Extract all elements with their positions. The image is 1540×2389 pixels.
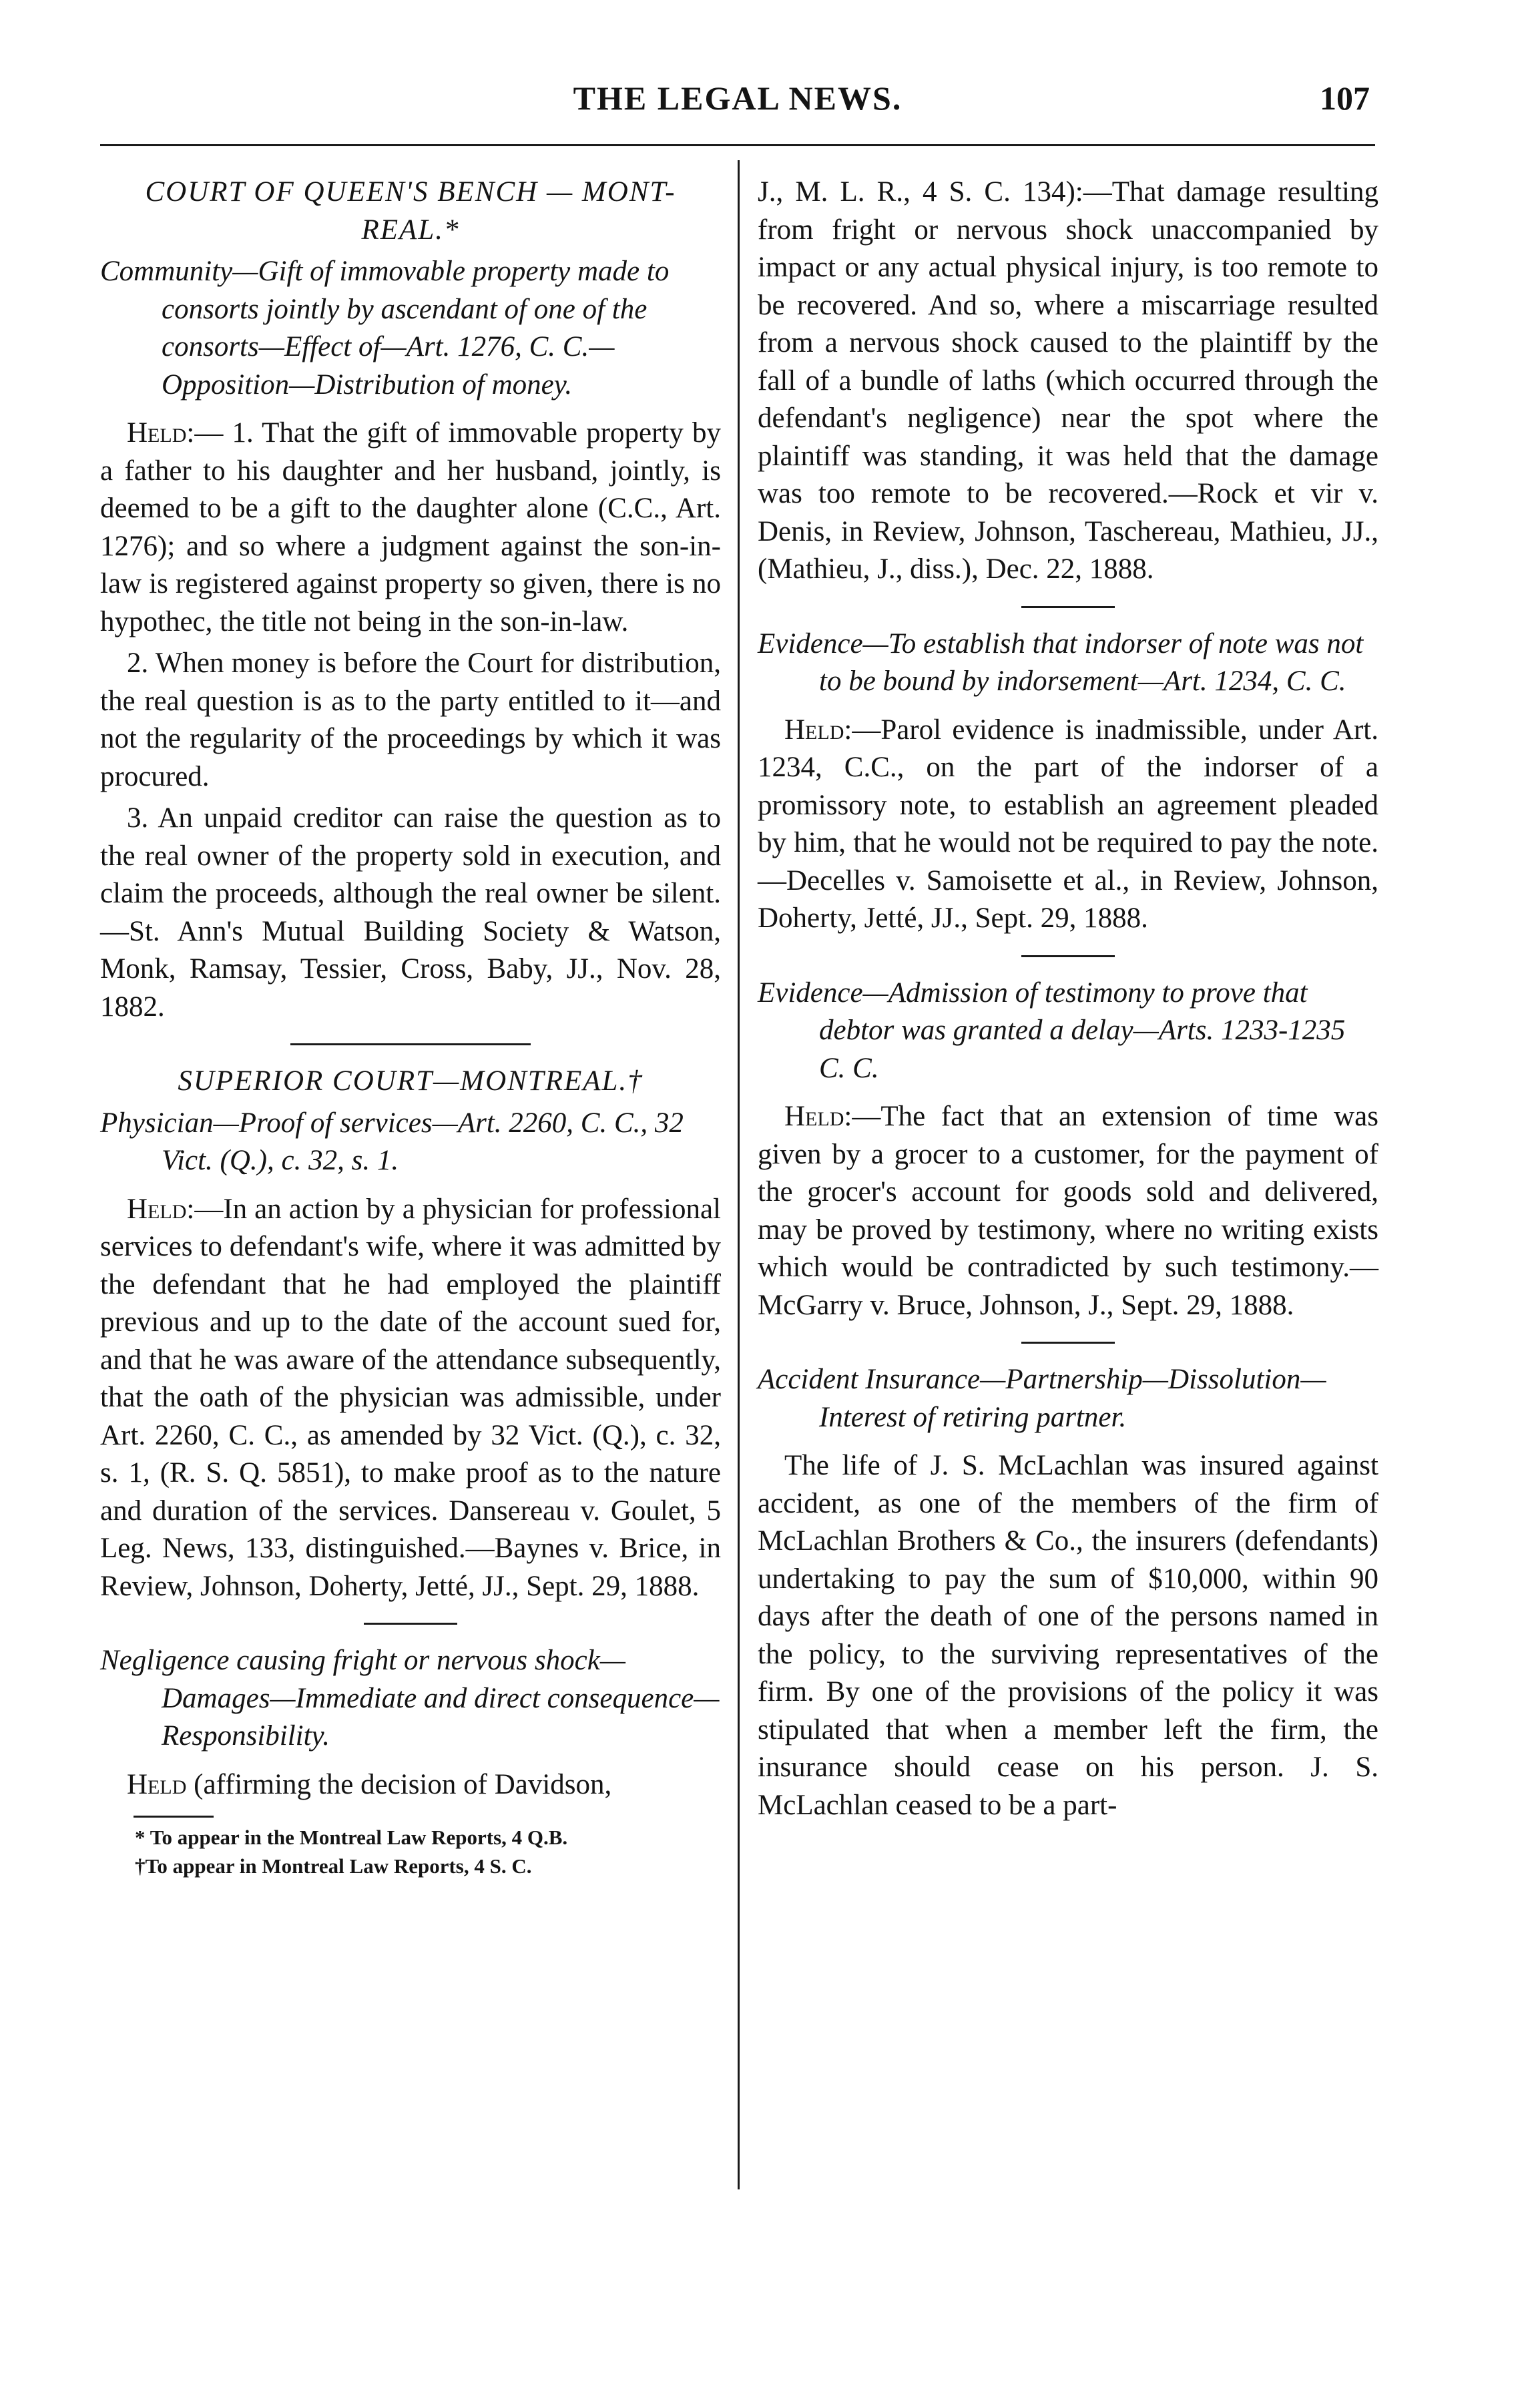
held-label: Held xyxy=(784,1101,844,1132)
qb-heading-line2: REAL.* xyxy=(361,214,460,246)
acc-body: The life of J. S. McLachlan was insured against accident, as one of the members of the firm of McLachlan Brothers & Co., the insurers (defendants) undertaking to pay the sum of $10,000, within 90 days after the death of one of the persons named in the policy, to the surviving representatives of the firm. By one of the provisions of the policy it was stipulated that when a member left the firm, the insurance should cease on his person. J. S. McLachlan ceased to be a part- xyxy=(758,1450,1378,1821)
footnote-2: †To appear in Montreal Law Reports, 4 S. C. xyxy=(135,1854,532,1878)
case-divider xyxy=(1021,955,1115,957)
right-column xyxy=(758,174,1378,1824)
held-label: Held xyxy=(127,1768,187,1800)
ev2-syllabus: Evidence—Admission of testimony to prove that debtor was granted a delay—Arts. 1233-1235 C. C. xyxy=(758,977,1346,1084)
case-divider xyxy=(1021,1342,1115,1344)
running-title: THE LEGAL NEWS. xyxy=(573,79,903,117)
sc-heading: SUPERIOR COURT—MONTREAL.† xyxy=(178,1065,644,1097)
held-label: Held xyxy=(127,1193,187,1225)
page-number: 107 xyxy=(1320,79,1370,117)
qb-syllabus: Community—Gift of immovable property made to consorts jointly by ascendant of one of the consorts—Effect of—Art. 1276, C. C.—Opposition—Distribution of money. xyxy=(100,256,670,401)
page-header xyxy=(100,79,1375,139)
neg-held xyxy=(100,1766,721,1804)
ev1-held xyxy=(758,712,1378,938)
footnote-rule xyxy=(134,1816,214,1818)
neg-held-text: (affirming the decision of Davidson, xyxy=(186,1768,612,1800)
section-divider xyxy=(290,1043,531,1045)
sc-held-text: :—In an action by a physician for professional services to defendant's wife, where it was admitted by the defendant that he had employed the plaintiff previous and up to the date of the account sued for, and that he was aware of the attendance subsequently, that the oath of the physician was admissible, under Art. 2260, C. C., as amended by 32 Vict. (Q.), c. 32, s. 1, (R. S. Q. 5851), to make proof as to the nature and duration of the services. Dansereau v. Goulet, 5 Leg. News, 133, distinguished.—Baynes v. Brice, in Review, Johnson, Doherty, Jetté, JJ., Sept. 29, 1888. xyxy=(100,1193,721,1602)
ev1-syllabus: Evidence—To establish that indorser of note was not to be bound by indorsement—Art. 1234, C. C. xyxy=(758,627,1364,697)
footnote-1: * To appear in the Montreal Law Reports, 4 Q.B. xyxy=(135,1826,568,1849)
qb-held-3: 3. An unpaid creditor can raise the question as to the real owner of the property sold in execution, and claim the proceeds, although the real owner be silent.—St. Ann's Mutual Building Society & Watson, Monk, Ramsay, Tessier, Cross, Baby, JJ., Nov. 28, 1882. xyxy=(100,802,721,1023)
neg-continued: J., M. L. R., 4 S. C. 134):—That damage resulting from fright or nervous shock unaccompanied by impact or any actual physical injury, is too remote to be recovered. And so, where a miscarriage resulted from a nervous shock caused to the plaintiff by the fall of a bundle of laths (which occurred through the defendant's negligence) near the spot where the plaintiff was standing, it was held that the damage was too remote to be recovered.—Rock et vir v. Denis, in Review, Johnson, Taschereau, Mathieu, JJ., (Mathieu, J., diss.), Dec. 22, 1888. xyxy=(758,176,1378,585)
case-divider xyxy=(364,1623,457,1625)
ev2-held-text: :—The fact that an extension of time was given by a grocer to a customer, for the payment of the grocer's account for goods sold and delivered, may be proved by testimony, where no writing exists which would be contradicted by such testimony.—McGarry v. Bruce, Johnson, J., Sept. 29, 1888. xyxy=(758,1101,1378,1321)
qb-held-1 xyxy=(100,415,721,641)
ev2-held xyxy=(758,1098,1378,1324)
acc-syllabus: Accident Insurance—Partnership—Dissolution—Interest of retiring partner. xyxy=(758,1364,1326,1433)
neg-syllabus: Negligence causing fright or nervous shock—Damages—Immediate and direct consequence—Responsibility. xyxy=(100,1645,720,1752)
header-rule xyxy=(100,144,1375,146)
sc-syllabus: Physician—Proof of services—Art. 2260, C. C., 32 Vict. (Q.), c. 32, s. 1. xyxy=(100,1107,684,1176)
qb-heading-line1: COURT OF QUEEN'S BENCH — MONT- xyxy=(145,176,676,208)
column-divider xyxy=(738,160,740,2189)
held-label: Held xyxy=(127,417,187,449)
left-column xyxy=(100,174,721,1880)
qb-held-2: 2. When money is before the Court for distribution, the real question is as to the party entitled to it—and not the regularity of the proceedings by which it was procured. xyxy=(100,647,721,792)
held-label: Held xyxy=(784,714,844,746)
sc-held xyxy=(100,1191,721,1606)
qb-held-1-text: :— 1. That the gift of immovable property by a father to his daughter and her husband, jointly, is deemed to be a gift to the daughter alone (C.C., Art. 1276); and so where a judgment against the son-in-law is registered against property so given, there is no hypothec, the title not being in the son-in-law. xyxy=(100,417,721,637)
ev1-held-text: :—Parol evidence is inadmissible, under Art. 1234, C.C., on the part of the indorser of a promissory note, to establish an agreement pleaded by him, that he would not be required to pay the note.—Decelles v. Samoisette et al., in Review, Johnson, Doherty, Jetté, JJ., Sept. 29, 1888. xyxy=(758,714,1378,934)
case-divider xyxy=(1021,606,1115,608)
